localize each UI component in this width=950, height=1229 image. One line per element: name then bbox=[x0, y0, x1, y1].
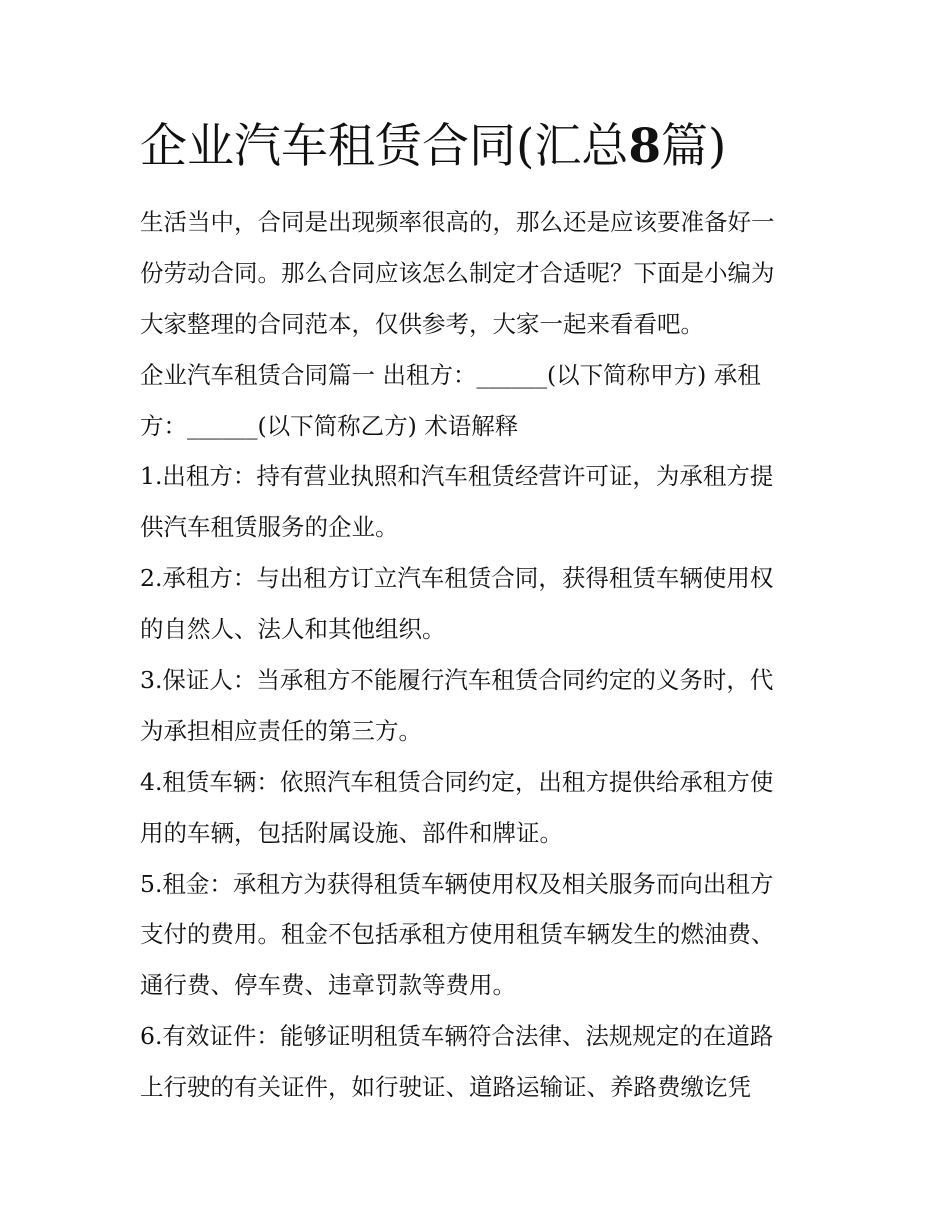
text-line: 供汽车租赁服务的企业。 bbox=[140, 513, 399, 542]
text-line: 2.承租方：与出租方订立汽车租赁合同，获得租赁车辆使用权 bbox=[140, 564, 774, 593]
text-line: 大家整理的合同范本，仅供参考，大家一起来看看吧。 bbox=[140, 309, 704, 338]
text-line: 为承担相应责任的第三方。 bbox=[140, 716, 422, 745]
title-prefix: 企业汽车租赁合同(汇总 bbox=[140, 119, 629, 174]
text-line: 6.有效证件：能够证明租赁车辆符合法律、法规规定的在道路 bbox=[140, 1022, 774, 1051]
text-line: 的自然人、法人和其他组织。 bbox=[140, 615, 446, 644]
text-line: 企业汽车租赁合同篇一 出租方：______(以下简称甲方) 承租 bbox=[140, 360, 761, 389]
title-number: 8 bbox=[628, 119, 662, 174]
document-body bbox=[140, 197, 830, 1113]
text-line: 支付的费用。租金不包括承租方使用租赁车辆发生的燃油费、 bbox=[140, 920, 775, 949]
text-line: 上行驶的有关证件，如行驶证、道路运输证、养路费缴讫凭 bbox=[140, 1073, 751, 1102]
text-line: 通行费、停车费、违章罚款等费用。 bbox=[140, 971, 516, 1000]
text-line: 5.租金：承租方为获得租赁车辆使用权及相关服务而向出租方 bbox=[140, 869, 774, 898]
text-line: 3.保证人：当承租方不能履行汽车租赁合同约定的义务时，代 bbox=[140, 666, 774, 695]
text-line: 4.租赁车辆：依照汽车租赁合同约定，出租方提供给承租方使 bbox=[140, 767, 774, 796]
text-line: 生活当中，合同是出现频率很高的，那么还是应该要准备好一 bbox=[140, 208, 775, 236]
title-suffix: 篇) bbox=[661, 119, 727, 174]
document-title bbox=[140, 114, 726, 180]
text-line: 方：______(以下简称乙方) 术语解释 bbox=[140, 411, 519, 440]
text-line: 1.出租方：持有营业执照和汽车租赁经营许可证，为承租方提 bbox=[140, 462, 774, 491]
text-line: 用的车辆，包括附属设施、部件和牌证。 bbox=[140, 818, 563, 847]
text-line: 份劳动合同。那么合同应该怎么制定才合适呢？下面是小编为 bbox=[140, 258, 775, 287]
